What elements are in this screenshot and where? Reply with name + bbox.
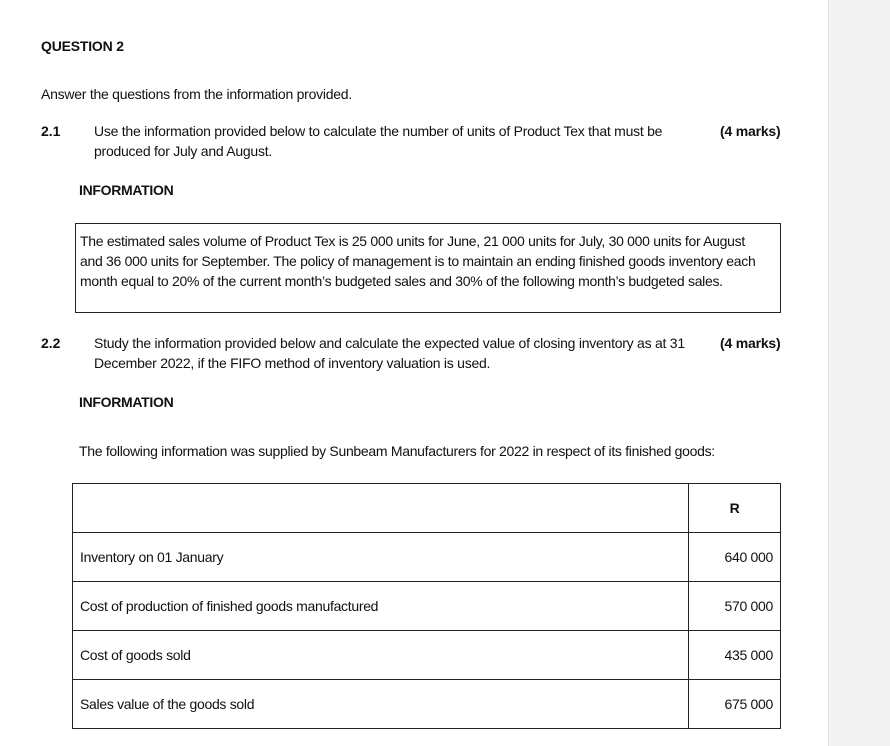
question-2-1-line-2: produced for July and August.	[94, 143, 272, 159]
row-label: Cost of goods sold	[73, 631, 689, 680]
question-2-2-text	[94, 333, 685, 373]
row-label: Inventory on 01 January	[73, 533, 689, 582]
row-label: Cost of production of finished goods manufactured	[73, 582, 689, 631]
row-amount: 570 000	[689, 582, 781, 631]
table-row	[73, 533, 781, 582]
question-2-1-marks: (4 marks)	[720, 123, 781, 139]
question-2-2-line-1: Study the information provided below and calculate the expected value of closing inventory as at 31	[94, 335, 685, 351]
info-line: and 36 000 units for September. The policy of management is to maintain an ending finished goods inventory each	[80, 253, 756, 269]
row-amount: 640 000	[689, 533, 781, 582]
question-2-1-info-box	[75, 223, 781, 313]
info-line: month equal to 20% of the current month’s budgeted sales and 30% of the following month’s budgeted sales.	[80, 273, 723, 289]
row-amount: 675 000	[689, 680, 781, 729]
table-row	[73, 631, 781, 680]
table-row	[73, 680, 781, 729]
question-2-1-text	[94, 121, 662, 161]
question-title: QUESTION 2	[41, 38, 124, 54]
table-header-blank	[73, 484, 689, 533]
question-2-1-line-1: Use the information provided below to calculate the number of units of Product Tex that must be	[94, 123, 663, 139]
row-amount: 435 000	[689, 631, 781, 680]
table-header-row	[73, 484, 781, 533]
inventory-table	[72, 483, 781, 729]
row-label: Sales value of the goods sold	[73, 680, 689, 729]
question-2-2-lead-text: The following information was supplied by Sunbeam Manufacturers for 2022 in respect of its finished goods:	[79, 443, 715, 459]
info-line: The estimated sales volume of Product Tex is 25 000 units for June, 21 000 units for July, 30 000 units for August	[80, 233, 745, 249]
question-2-2-number: 2.2	[41, 335, 61, 351]
instructions: Answer the questions from the information provided.	[41, 86, 352, 102]
question-2-1-info-heading: INFORMATION	[79, 182, 174, 198]
document-margin-panel	[828, 0, 890, 746]
table-row	[73, 582, 781, 631]
currency-header: R	[689, 484, 781, 533]
question-2-1-number: 2.1	[41, 123, 61, 139]
question-2-2-info-heading: INFORMATION	[79, 394, 174, 410]
question-2-2-marks: (4 marks)	[720, 335, 781, 351]
question-2-2-line-2: December 2022, if the FIFO method of inventory valuation is used.	[94, 355, 491, 371]
